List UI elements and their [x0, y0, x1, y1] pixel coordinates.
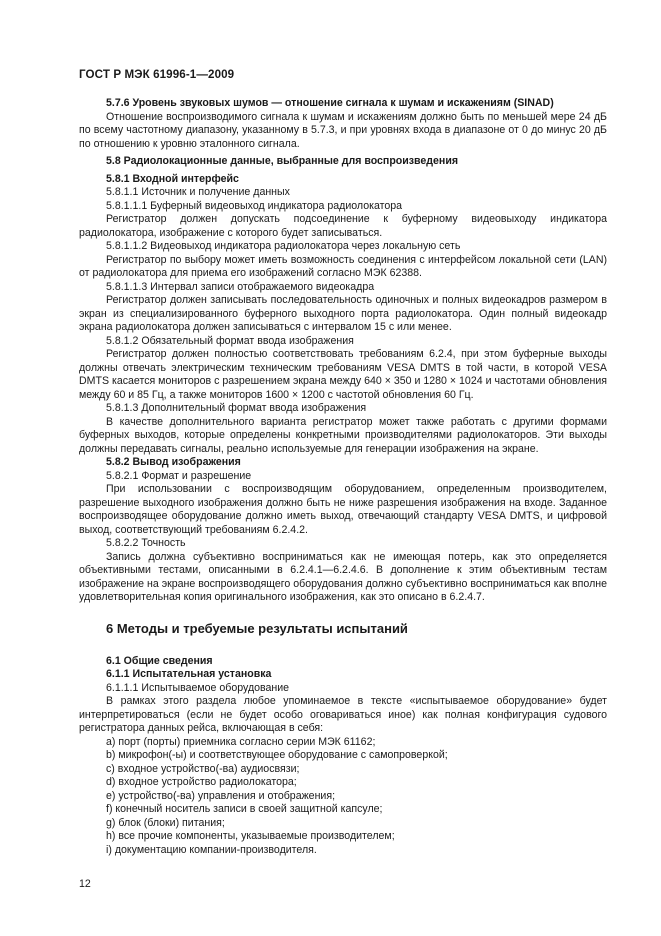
paragraph-5-8-1-2: Регистратор должен полностью соответствовать требованиям 6.2.4, при этом буферные выходы должны отвечать электрическим техническим требованиям VESA DMTS в той части, в которой VESA DMTS касается мониторов с разрешением экрана между 640 × 350 и 1280 × 1024 и частотами обновления между 60 и 85 Гц, а также мониторов 1600 × 1200 с частотой обновления 60 Гц. — [79, 348, 607, 401]
section-heading-6: 6 Методы и требуемые результаты испытаний — [106, 620, 408, 636]
document-header: ГОСТ Р МЭК 61996-1—2009 — [79, 68, 235, 81]
paragraph-5-8-2-1: При использовании с воспроизводящим оборудованием, определенным производителем, разрешение выходного изображения должно быть не ниже разрешения изображения на входе. Заданное воспроизводящее оборудование должно иметь выход, отвечающий стандарту VESA DMTS, и цифровой выход, соответствующий требованиям 6.2.4.2. — [79, 483, 607, 536]
list-item: c) входное устройство(-ва) аудиосвязи; — [106, 762, 300, 775]
list-item: d) входное устройство радиолокатора; — [106, 776, 297, 788]
paragraph-6-1-1-1: В рамках этого раздела любое упоминаемое в тексте «испытываемое оборудование» будет интерпретироваться (если не будет особо оговариваться иное) как полная конфигурация судового регистратора данных рейса, включающая в себя: — [79, 695, 607, 734]
list-item: e) устройство(-ва) управления и отображения; — [106, 789, 336, 802]
heading-6-1-1: 6.1.1 Испытательная установка — [106, 668, 272, 680]
heading-5-8-1: 5.8.1 Входной интерфейс — [106, 172, 239, 185]
heading-5-7-6: 5.7.6 Уровень звуковых шумов — отношение сигнала к шумам и искажениям (SINAD) — [106, 97, 554, 109]
list-item: g) блок (блоки) питания; — [106, 816, 225, 829]
heading-5-8-2-2: 5.8.2.2 Точность — [106, 537, 186, 549]
heading-5-8-1-1-2: 5.8.1.1.2 Видеовыход индикатора радиолокатора через локальную сеть — [106, 240, 461, 252]
list-item: a) порт (порты) приемника согласно серии МЭК 61162; — [106, 735, 376, 748]
heading-6-1: 6.1 Общие сведения — [106, 654, 213, 667]
heading-5-8: 5.8 Радиолокационные данные, выбранные для воспроизведения — [106, 155, 459, 167]
heading-5-8-1-1-3: 5.8.1.1.3 Интервал записи отображаемого видеокадра — [106, 280, 375, 293]
paragraph-5-8-2-2: Запись должна субъективно восприниматься как не имеющая потерь, как это определяется объективными тестами, описанными в 6.2.4.1—6.2.4.6. В дополнение к этим объективным тестам изображение на экране воспроизводящего оборудования должно субъективно восприниматься как вполне удовлетворительная копия оригинального изображения, как это описано в 6.2.4.7. — [79, 550, 607, 603]
heading-5-8-1-3: 5.8.1.3 Дополнительный формат ввода изображения — [106, 402, 367, 414]
list-item: h) все прочие компоненты, указываемые производителем; — [106, 830, 395, 842]
list-item: f) конечный носитель записи в своей защитной капсуле; — [106, 803, 383, 815]
page-number: 12 — [79, 878, 91, 890]
heading-5-8-1-1: 5.8.1.1 Источник и получение данных — [106, 186, 290, 198]
paragraph-5-8-1-3: В качестве дополнительного варианта регистратор может также работать с другими формами буферных выходов, которые определены конкретными производителями радиолокаторов. Эти выходы должны передавать сигналы, реально используемые для генерации изображения на экране. — [79, 415, 607, 455]
heading-5-8-1-2: 5.8.1.2 Обязательный формат ввода изображения — [106, 334, 354, 347]
paragraph-5-7-6: Отношение воспроизводимого сигнала к шумам и искажениям должно быть по меньшей мере 24 дБ по всему частотному диапазону, указанному в 5.7.3, и при уровнях входа в диапазоне от 0 до минус 20 дБ по отношению к уровню эталонного сигнала. — [79, 110, 607, 150]
list-item: i) документацию компании-производителя. — [106, 843, 317, 856]
heading-5-8-1-1-1: 5.8.1.1.1 Буферный видеовыход индикатора радиолокатора — [106, 199, 403, 212]
list-item: b) микрофон(-ы) и соответствующее оборудование с самопроверкой; — [106, 749, 448, 761]
heading-6-1-1-1: 6.1.1.1 Испытываемое оборудование — [106, 681, 290, 694]
document-body — [79, 97, 607, 857]
paragraph-5-8-1-1-2: Регистратор по выбору может иметь возможность соединения с интерфейсом локальной сети (LAN) от радиолокатора для приема его изображений согласно МЭК 62388. — [79, 253, 607, 279]
heading-5-8-2: 5.8.2 Вывод изображения — [106, 456, 241, 468]
paragraph-5-8-1-1-1: Регистратор должен допускать подсоединение к буферному видеовыходу индикатора радиолокатора, изображение с которого будет записываться. — [79, 213, 607, 239]
paragraph-5-8-1-1-3: Регистратор должен записывать последовательность одиночных и полных видеокадров размером в экран из специализированного буферного выходного порта радиолокатора. Один полный видеокадр экрана радиолокатора должен записываться с интервалом 15 с или менее. — [79, 294, 607, 333]
heading-5-8-2-1: 5.8.2.1 Формат и разрешение — [106, 469, 252, 482]
